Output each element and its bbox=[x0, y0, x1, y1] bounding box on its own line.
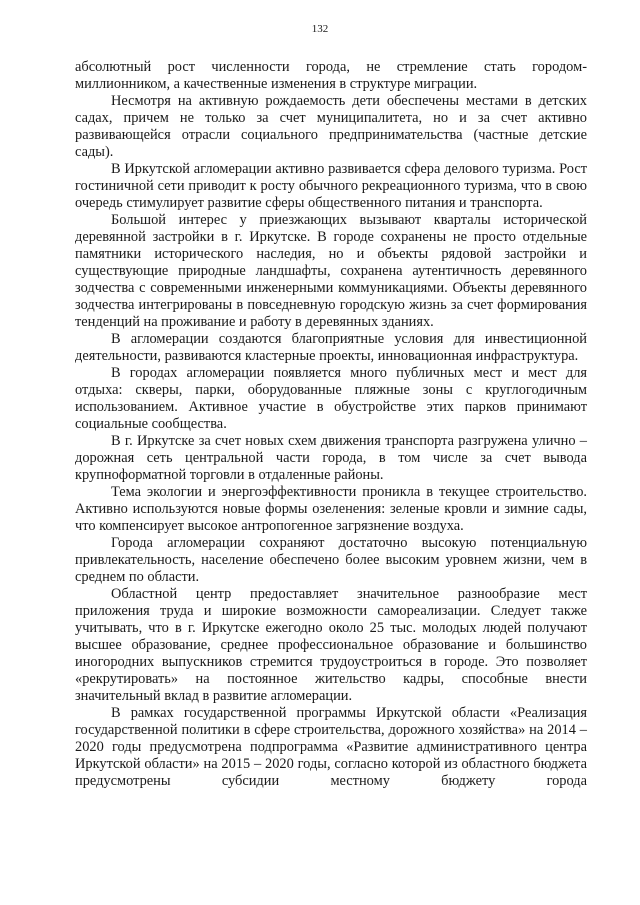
paragraph-business-tourism: В Иркутской агломерации активно развивается сфера делового туризма. Рост гостиничной сети приводит к росту обычного рекреационного туризма, что в свою очередь стимулирует развитие сферы общественного питания и транспорта. bbox=[75, 161, 587, 211]
paragraph-regional-center: Областной центр предоставляет значительное разнообразие мест приложения труда и широкие возможности самореализации. Следует также учитывать, что в г. Иркутске ежегодно около 25 тыс. молодых людей получают высшее образование, среднее профессиональное образование и большинство иногородних выпускников стремится трудоустроиться в городе. Это позволяет «рекрутировать» на постоянное жительство кадры, способные внести значительный вклад в развитие агломерации. bbox=[75, 586, 587, 704]
paragraph-ecology: Тема экологии и энергоэффективности проникла в текущее строительство. Активно используются новые формы озеленения: зеленые кровли и зимние сады, что компенсирует высокое антропогенное загрязнение воздуха. bbox=[75, 484, 587, 534]
paragraph-public-spaces: В городах агломерации появляется много публичных мест и мест для отдыха: скверы, парки, оборудованные пляжные зоны с круглогодичным использованием. Активное участие в обустройстве этих парков принимают социальные сообщества. bbox=[75, 365, 587, 432]
paragraph-wooden-architecture: Большой интерес у приезжающих вызывают кварталы исторической деревянной застройки в г. Иркутске. В городе сохранены не просто отдельные памятники исторического наследия, но и объекты рядовой застройки и существующие природные ландшафты, сохранена аутентичность деревянного зодчества с современными инженерными коммуникациями. Объекты деревянного зодчества интегрированы в повседневную городскую жизнь за счет формирования тенденций на проживание и работу в деревянных зданиях. bbox=[75, 212, 587, 330]
paragraph-attractiveness: Города агломерации сохраняют достаточно высокую потенциальную привлекательность, население обеспечено более высоким уровнем жизни, чем в среднем по области. bbox=[75, 535, 587, 585]
paragraph-investment: В агломерации создаются благоприятные условия для инвестиционной деятельности, развиваются кластерные проекты, инновационная инфраструктура. bbox=[75, 331, 587, 364]
paragraph-transport: В г. Иркутске за счет новых схем движения транспорта разгружена улично –дорожная сеть центральной части города, в том числе за счет вывода крупноформатной торговли в отдаленные районы. bbox=[75, 433, 587, 483]
paragraph-continuation: абсолютный рост численности города, не стремление стать городом-миллионником, а качественные изменения в структуре миграции. bbox=[75, 59, 587, 92]
document-body bbox=[75, 59, 587, 790]
paragraph-kindergartens: Несмотря на активную рождаемость дети обеспечены местами в детских садах, причем не только за счет муниципалитета, но и за счет активно развивающейся отрасли социального предпринимательства (частные детские сады). bbox=[75, 93, 587, 160]
page-number: 132 bbox=[311, 23, 329, 35]
paragraph-state-program: В рамках государственной программы Иркутской области «Реализация государственной политики в сфере строительства, дорожного хозяйства» на 2014 – 2020 годы предусмотрена подпрограмма «Развитие административного центра Иркутской области» на 2015 – 2020 годы, согласно которой из областного бюджета предусмотрены субсидии местному бюджету города bbox=[75, 705, 587, 789]
